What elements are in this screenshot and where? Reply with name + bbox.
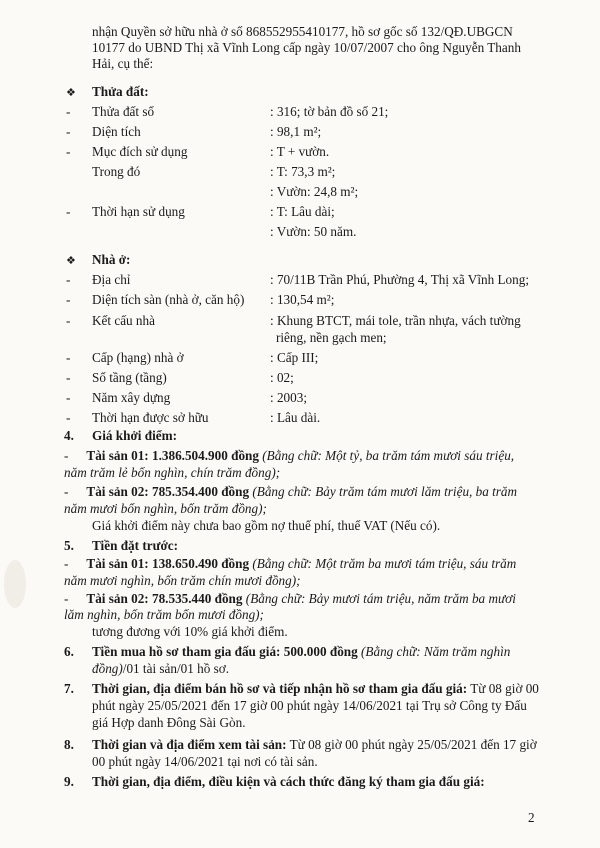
s4-note: Giá khởi điểm này chưa bao gồm nợ thuế phí, thuế VAT (Nếu có).	[92, 518, 441, 533]
list-dash: -	[66, 390, 71, 405]
house-value: : Lâu dài.	[270, 410, 321, 425]
s6-words-continued: đồng)	[92, 661, 123, 676]
intro-line-3: Hải, cụ thể:	[92, 56, 154, 71]
land-value: : T + vườn.	[270, 144, 330, 159]
section-5-number: 5.	[64, 538, 74, 553]
s7-title: Thời gian, địa điểm bán hồ sơ và tiếp nhận hồ sơ tham gia đấu giá:	[92, 681, 468, 696]
house-value: : Khung BTCT, mái tole, trần nhựa, vách tường	[270, 313, 521, 328]
s4-asset-1-line-1	[64, 448, 514, 464]
list-dash: -	[66, 204, 71, 219]
section-4-title: Giá khởi điểm:	[92, 428, 177, 443]
land-value: : T: 73,3 m²;	[270, 164, 336, 179]
land-label: Diện tích	[92, 124, 141, 139]
paper-smudge	[4, 560, 26, 608]
s5-asset-2-words: (Bằng chữ: Bảy mươi tám triệu, năm trăm ba mươi	[242, 591, 516, 606]
section-5-title: Tiền đặt trước:	[92, 538, 179, 553]
s5-asset-2-words-continued: lăm nghìn, bốn trăm bốn mươi đồng);	[64, 607, 264, 622]
house-label: Diện tích sàn (nhà ở, căn hộ)	[92, 292, 245, 307]
s5-asset-1-amount: Tài sản 01: 138.650.490 đồng	[86, 556, 250, 571]
diamond-bullet-icon: ❖	[66, 86, 76, 99]
house-heading: Nhà ở:	[92, 252, 131, 267]
list-dash: -	[66, 272, 71, 287]
list-dash: -	[64, 556, 69, 571]
s7-line-3: giá Hợp danh Đông Sài Gòn.	[92, 715, 246, 730]
s7-text: Từ 08 giờ 00	[467, 681, 539, 696]
diamond-bullet-icon: ❖	[66, 254, 76, 267]
house-label: Kết cấu nhà	[92, 313, 155, 328]
section-9-number: 9.	[64, 774, 74, 789]
house-value-continued: riêng, nền gạch men;	[276, 330, 387, 345]
land-value: : T: Lâu dài;	[270, 204, 335, 219]
house-label: Thời hạn được sở hữu	[92, 410, 209, 425]
s6-line-1	[92, 644, 510, 660]
house-value: : 02;	[270, 370, 294, 385]
s4-asset-1-words: (Bằng chữ: Một tỷ, ba trăm tám mươi sáu triệu,	[258, 448, 515, 463]
land-value: : Vườn: 24,8 m²;	[270, 184, 359, 199]
land-label: Trong đó	[92, 164, 141, 179]
house-value: : 130,54 m²;	[270, 292, 335, 307]
house-value: : 2003;	[270, 390, 307, 405]
s5-asset-1-words-continued: năm mươi nghìn, bốn trăm chín mươi đồng);	[64, 573, 301, 588]
list-dash: -	[66, 104, 71, 119]
land-label: Thời hạn sử dụng	[92, 204, 185, 219]
s8-title: Thời gian và địa điểm xem tài sản:	[92, 737, 287, 752]
s4-asset-1-words-continued: năm trăm lẻ bốn nghìn, chín trăm đồng);	[64, 465, 281, 480]
s7-line-1	[92, 681, 539, 697]
s6-tail: /01 tài sản/01 hồ sơ.	[122, 661, 230, 676]
s5-asset-2-amount: Tài sản 02: 78.535.440 đồng	[86, 591, 243, 606]
land-value: : 98,1 m²;	[270, 124, 322, 139]
s6-line-2	[92, 661, 229, 677]
land-value: : Vườn: 50 năm.	[270, 224, 357, 239]
land-label: Mục đích sử dụng	[92, 144, 188, 159]
s8-text: Từ 08 giờ 00 phút ngày 25/05/2021 đến 17 giờ	[286, 737, 537, 752]
list-dash: -	[66, 144, 71, 159]
s4-asset-1-amount: Tài sản 01: 1.386.504.900 đồng	[86, 448, 259, 463]
land-value: : 316; tờ bản đồ số 21;	[270, 104, 389, 119]
land-heading: Thửa đất:	[92, 84, 149, 99]
list-dash: -	[66, 350, 71, 365]
s7-line-2: phút ngày 25/05/2021 đến 17 giờ 00 phút ngày 14/06/2021 tại Trụ sở Công ty Đấu	[92, 698, 527, 713]
house-label: Số tầng (tầng)	[92, 370, 167, 385]
list-dash: -	[64, 484, 69, 499]
s5-asset-1-line-1	[64, 556, 516, 572]
land-label: Thửa đất số	[92, 104, 155, 119]
s4-asset-2-words: (Bằng chữ: Bảy trăm tám mươi lăm triệu, ba trăm	[249, 484, 518, 499]
s5-asset-1-words: (Bằng chữ: Một trăm ba mươi tám triệu, sáu trăm	[249, 556, 517, 571]
page-number: 2	[528, 810, 535, 825]
section-7-number: 7.	[64, 681, 74, 696]
list-dash: -	[66, 370, 71, 385]
house-label: Địa chỉ	[92, 272, 131, 287]
list-dash: -	[66, 313, 71, 328]
s4-asset-2-line-1	[64, 484, 517, 500]
list-dash: -	[66, 410, 71, 425]
list-dash: -	[64, 591, 69, 606]
s8-line-1	[92, 737, 537, 753]
list-dash: -	[64, 448, 69, 463]
section-8-number: 8.	[64, 737, 74, 752]
list-dash: -	[66, 292, 71, 307]
s8-line-2: 00 phút ngày 14/06/2021 tại nơi có tài sản.	[92, 754, 318, 769]
section-4-number: 4.	[64, 428, 74, 443]
section-6-number: 6.	[64, 644, 74, 659]
house-value: : 70/11B Trần Phú, Phường 4, Thị xã Vĩnh Long;	[270, 272, 529, 287]
intro-line-1: nhận Quyền sở hữu nhà ở số 868552955410177, hồ sơ gốc số 132/QĐ.UBGCN	[92, 24, 513, 39]
s4-asset-2-amount: Tài sản 02: 785.354.400 đồng	[86, 484, 250, 499]
s4-asset-2-words-continued: năm mươi bốn nghìn, bốn trăm đồng);	[64, 501, 267, 516]
list-dash: -	[66, 124, 71, 139]
s6-title: Tiền mua hồ sơ tham gia đấu giá: 500.000 đồng	[92, 644, 358, 659]
s6-words: (Bằng chữ: Năm trăm nghìn	[357, 644, 511, 659]
s5-asset-2-line-1	[64, 591, 516, 607]
s5-note: tương đương với 10% giá khởi điểm.	[92, 624, 288, 639]
s9-title: Thời gian, địa điểm, điều kiện và cách thức đăng ký tham gia đấu giá:	[92, 774, 485, 789]
house-value: : Cấp III;	[270, 350, 319, 365]
intro-line-2: 10177 do UBND Thị xã Vĩnh Long cấp ngày 10/07/2007 cho ông Nguyễn Thanh	[92, 40, 521, 55]
house-label: Năm xây dựng	[92, 390, 171, 405]
house-label: Cấp (hạng) nhà ở	[92, 350, 184, 365]
